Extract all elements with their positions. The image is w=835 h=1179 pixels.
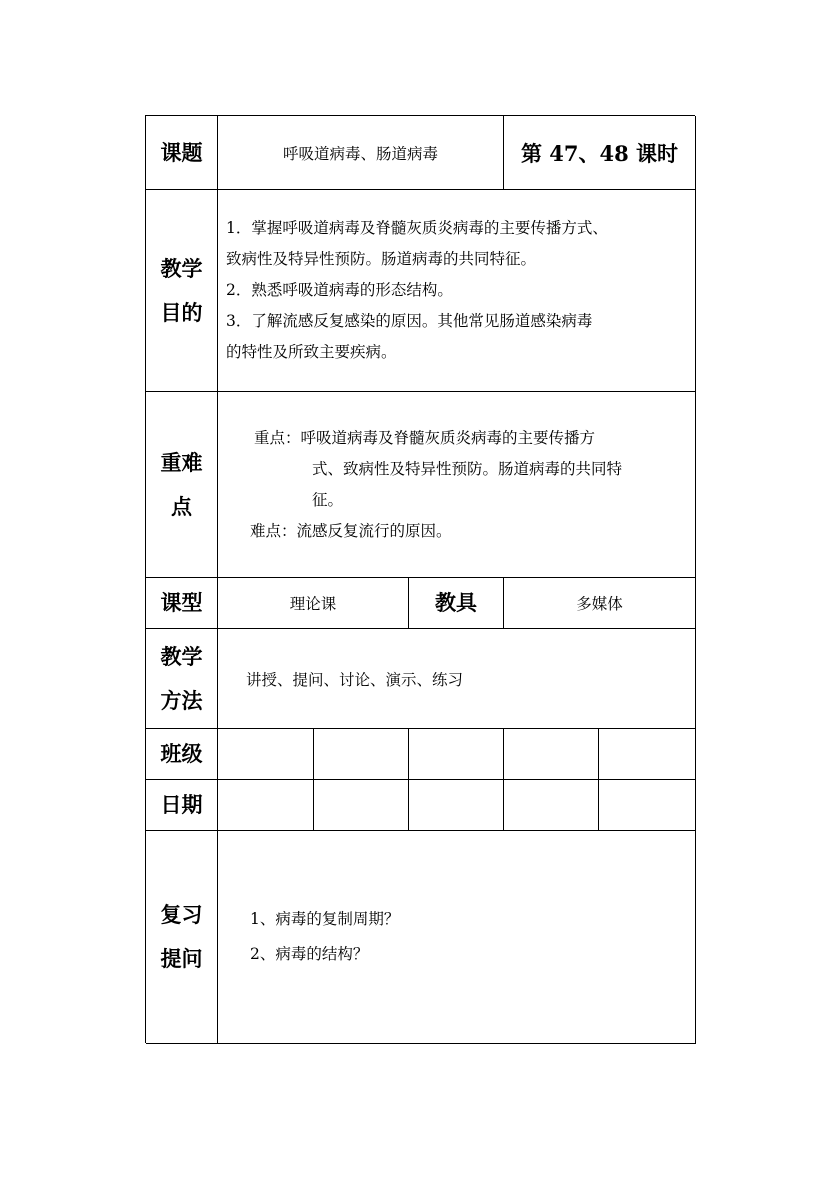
method-value: 讲授、提问、讨论、演示、练习: [246, 670, 464, 689]
objective-line: 1．掌握呼吸道病毒及脊髓灰质炎病毒的主要传播方式、: [226, 219, 608, 237]
date-label: 日期: [160, 793, 203, 817]
class-entry-cell[interactable]: [599, 729, 696, 780]
date-label-cell: [146, 780, 218, 831]
date-entry-cell[interactable]: [218, 780, 314, 831]
lesson-plan-table: [145, 115, 695, 1043]
tools-value-cell: [504, 578, 696, 629]
lesson-number-cell: [504, 116, 696, 190]
objective-line: 致病性及特异性预防。肠道病毒的共同特征。: [226, 250, 537, 268]
objectives-label-2: 目的: [160, 300, 203, 325]
key-points-label-1: 重难: [160, 450, 203, 475]
objectives-label-cell: [146, 190, 218, 392]
key-point-line: 重点：呼吸道病毒及脊髓灰质炎病毒的主要传播方: [254, 428, 596, 447]
class-label: 班级: [160, 742, 203, 766]
method-label-1: 教学: [160, 644, 203, 669]
tools-value: 多媒体: [576, 595, 623, 613]
type-value-cell: [218, 578, 409, 629]
tools-label: 教具: [435, 591, 477, 615]
key-points-text: [218, 423, 695, 547]
key-points-label-2: 点: [171, 494, 192, 519]
difficult-point-line: 难点：流感反复流行的原因。: [250, 521, 452, 540]
review-content-cell: [218, 831, 696, 1044]
tools-label-cell: [409, 578, 504, 629]
review-question: 1、病毒的复制周期？: [250, 910, 400, 928]
objective-line: 3．了解流感反复感染的原因。其他常见肠道感染病毒: [226, 312, 593, 330]
type-label: 课型: [160, 591, 203, 615]
objectives-content-cell: [218, 190, 696, 392]
class-entry-cell[interactable]: [218, 729, 314, 780]
lesson-plan-sheet: [145, 115, 695, 1043]
date-entry-cell[interactable]: [599, 780, 696, 831]
topic-value: 呼吸道病毒、肠道病毒: [282, 144, 438, 163]
type-label-cell: [146, 578, 218, 629]
topic-label-cell: [146, 116, 218, 190]
review-question: 2、病毒的结构？: [250, 945, 369, 963]
objective-line: 的特性及所致主要疾病。: [226, 343, 397, 361]
class-entry-cell[interactable]: [409, 729, 504, 780]
objectives-label-1: 教学: [160, 256, 203, 281]
class-label-cell: [146, 729, 218, 780]
key-point-line: 式、致病性及特异性预防。肠道病毒的共同特: [312, 459, 623, 478]
review-label-cell: [146, 831, 218, 1044]
lesson-number: 第 47、48 课时: [520, 140, 679, 166]
topic-label: 课题: [160, 140, 203, 165]
method-value-cell: [218, 629, 696, 729]
key-points-content-cell: [218, 392, 696, 578]
objective-line: 2．熟悉呼吸道病毒的形态结构。: [226, 281, 453, 299]
topic-value-cell: [218, 116, 504, 190]
date-entry-cell[interactable]: [504, 780, 599, 831]
method-label-2: 方法: [160, 688, 203, 713]
date-entry-cell[interactable]: [409, 780, 504, 831]
key-points-label-cell: [146, 392, 218, 578]
review-label-1: 复习: [160, 903, 203, 927]
type-value: 理论课: [289, 595, 337, 613]
review-label-2: 提问: [160, 947, 203, 971]
date-entry-cell[interactable]: [314, 780, 409, 831]
key-point-line: 征。: [312, 490, 344, 509]
objectives-text: [218, 213, 695, 368]
class-entry-cell[interactable]: [314, 729, 409, 780]
class-entry-cell[interactable]: [504, 729, 599, 780]
method-label-cell: [146, 629, 218, 729]
review-questions: [218, 902, 399, 972]
